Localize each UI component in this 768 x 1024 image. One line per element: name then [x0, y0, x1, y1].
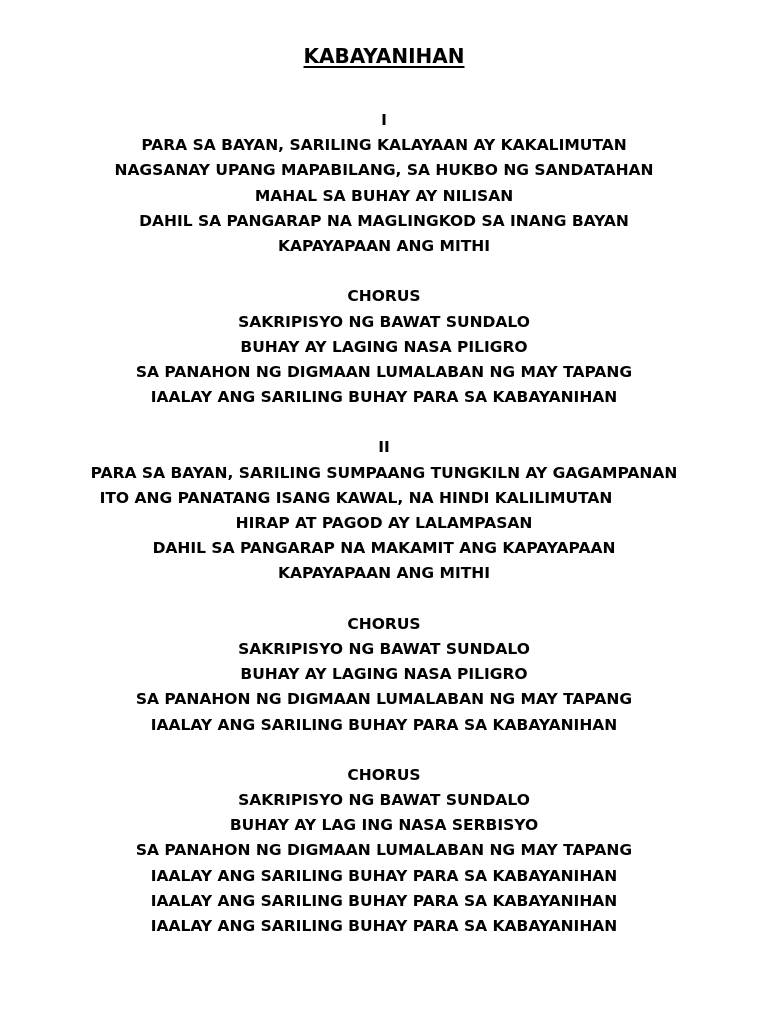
stanza-gap	[0, 738, 768, 763]
lyric-line: DAHIL SA PANGARAP NA MAGLINGKOD SA INANG BAYAN	[139, 211, 629, 230]
lyric-line: BUHAY AY LAGING NASA PILIGRO	[240, 337, 528, 356]
lyric-line: ITO ANG PANATANG ISANG KAWAL, NA HINDI KALILIMUTAN	[99, 488, 613, 507]
chorus-label: CHORUS	[347, 287, 421, 306]
lyric-line: NAGSANAY UPANG MAPABILANG, SA HUKBO NG SANDATAHAN	[114, 161, 654, 180]
chorus-3	[0, 763, 768, 939]
lyric-line: BUHAY AY LAGING NASA PILIGRO	[240, 665, 528, 684]
lyric-line: SAKRIPISYO NG BAWAT SUNDALO	[238, 639, 530, 658]
lyric-line: SAKRIPISYO NG BAWAT SUNDALO	[238, 312, 530, 331]
lyric-line: SA PANAHON NG DIGMAAN LUMALABAN NG MAY TAPANG	[135, 362, 633, 381]
lyric-line: IAALAY ANG SARILING BUHAY PARA SA KABAYANIHAN	[150, 715, 618, 734]
verse-label: I	[381, 111, 387, 129]
lyrics-body	[0, 108, 768, 939]
chorus-1	[0, 284, 768, 410]
lyric-line: MAHAL SA BUHAY AY NILISAN	[254, 186, 514, 205]
chorus-label: CHORUS	[347, 614, 421, 633]
chorus-label: CHORUS	[347, 765, 421, 784]
stanza-gap	[0, 410, 768, 435]
lyric-line: KAPAYAPAAN ANG MITHI	[277, 564, 491, 583]
lyric-line: KAPAYAPAAN ANG MITHI	[277, 236, 491, 255]
chorus-2	[0, 612, 768, 738]
lyric-line: SAKRIPISYO NG BAWAT SUNDALO	[238, 791, 530, 810]
stanza-gap	[0, 259, 768, 284]
lyric-line: IAALAY ANG SARILING BUHAY PARA SA KABAYANIHAN	[150, 866, 618, 885]
lyric-line: IAALAY ANG SARILING BUHAY PARA SA KABAYANIHAN	[150, 388, 618, 407]
lyric-line: SA PANAHON NG DIGMAAN LUMALABAN NG MAY TAPANG	[135, 841, 633, 860]
stanza-gap	[0, 587, 768, 612]
lyric-line: IAALAY ANG SARILING BUHAY PARA SA KABAYANIHAN	[150, 917, 618, 935]
lyric-line: HIRAP AT PAGOD AY LALAMPASAN	[235, 514, 533, 532]
lyric-line: PARA SA BAYAN, SARILING KALAYAAN AY KAKALIMUTAN	[141, 136, 627, 155]
verse-1	[0, 108, 768, 259]
lyric-line: DAHIL SA PANGARAP NA MAKAMIT ANG KAPAYAPAAN	[152, 539, 616, 558]
verse-2	[0, 435, 768, 586]
lyric-line: PARA SA BAYAN, SARILING SUMPAANG TUNGKILN AY GAGAMPANAN	[90, 463, 678, 482]
song-title: KABAYANIHAN	[303, 44, 465, 68]
verse-label: II	[378, 438, 390, 457]
lyric-line: BUHAY AY LAG ING NASA SERBISYO	[229, 816, 539, 835]
lyric-line: IAALAY ANG SARILING BUHAY PARA SA KABAYANIHAN	[150, 891, 618, 910]
lyric-line: SA PANAHON NG DIGMAAN LUMALABAN NG MAY TAPANG	[135, 690, 633, 709]
